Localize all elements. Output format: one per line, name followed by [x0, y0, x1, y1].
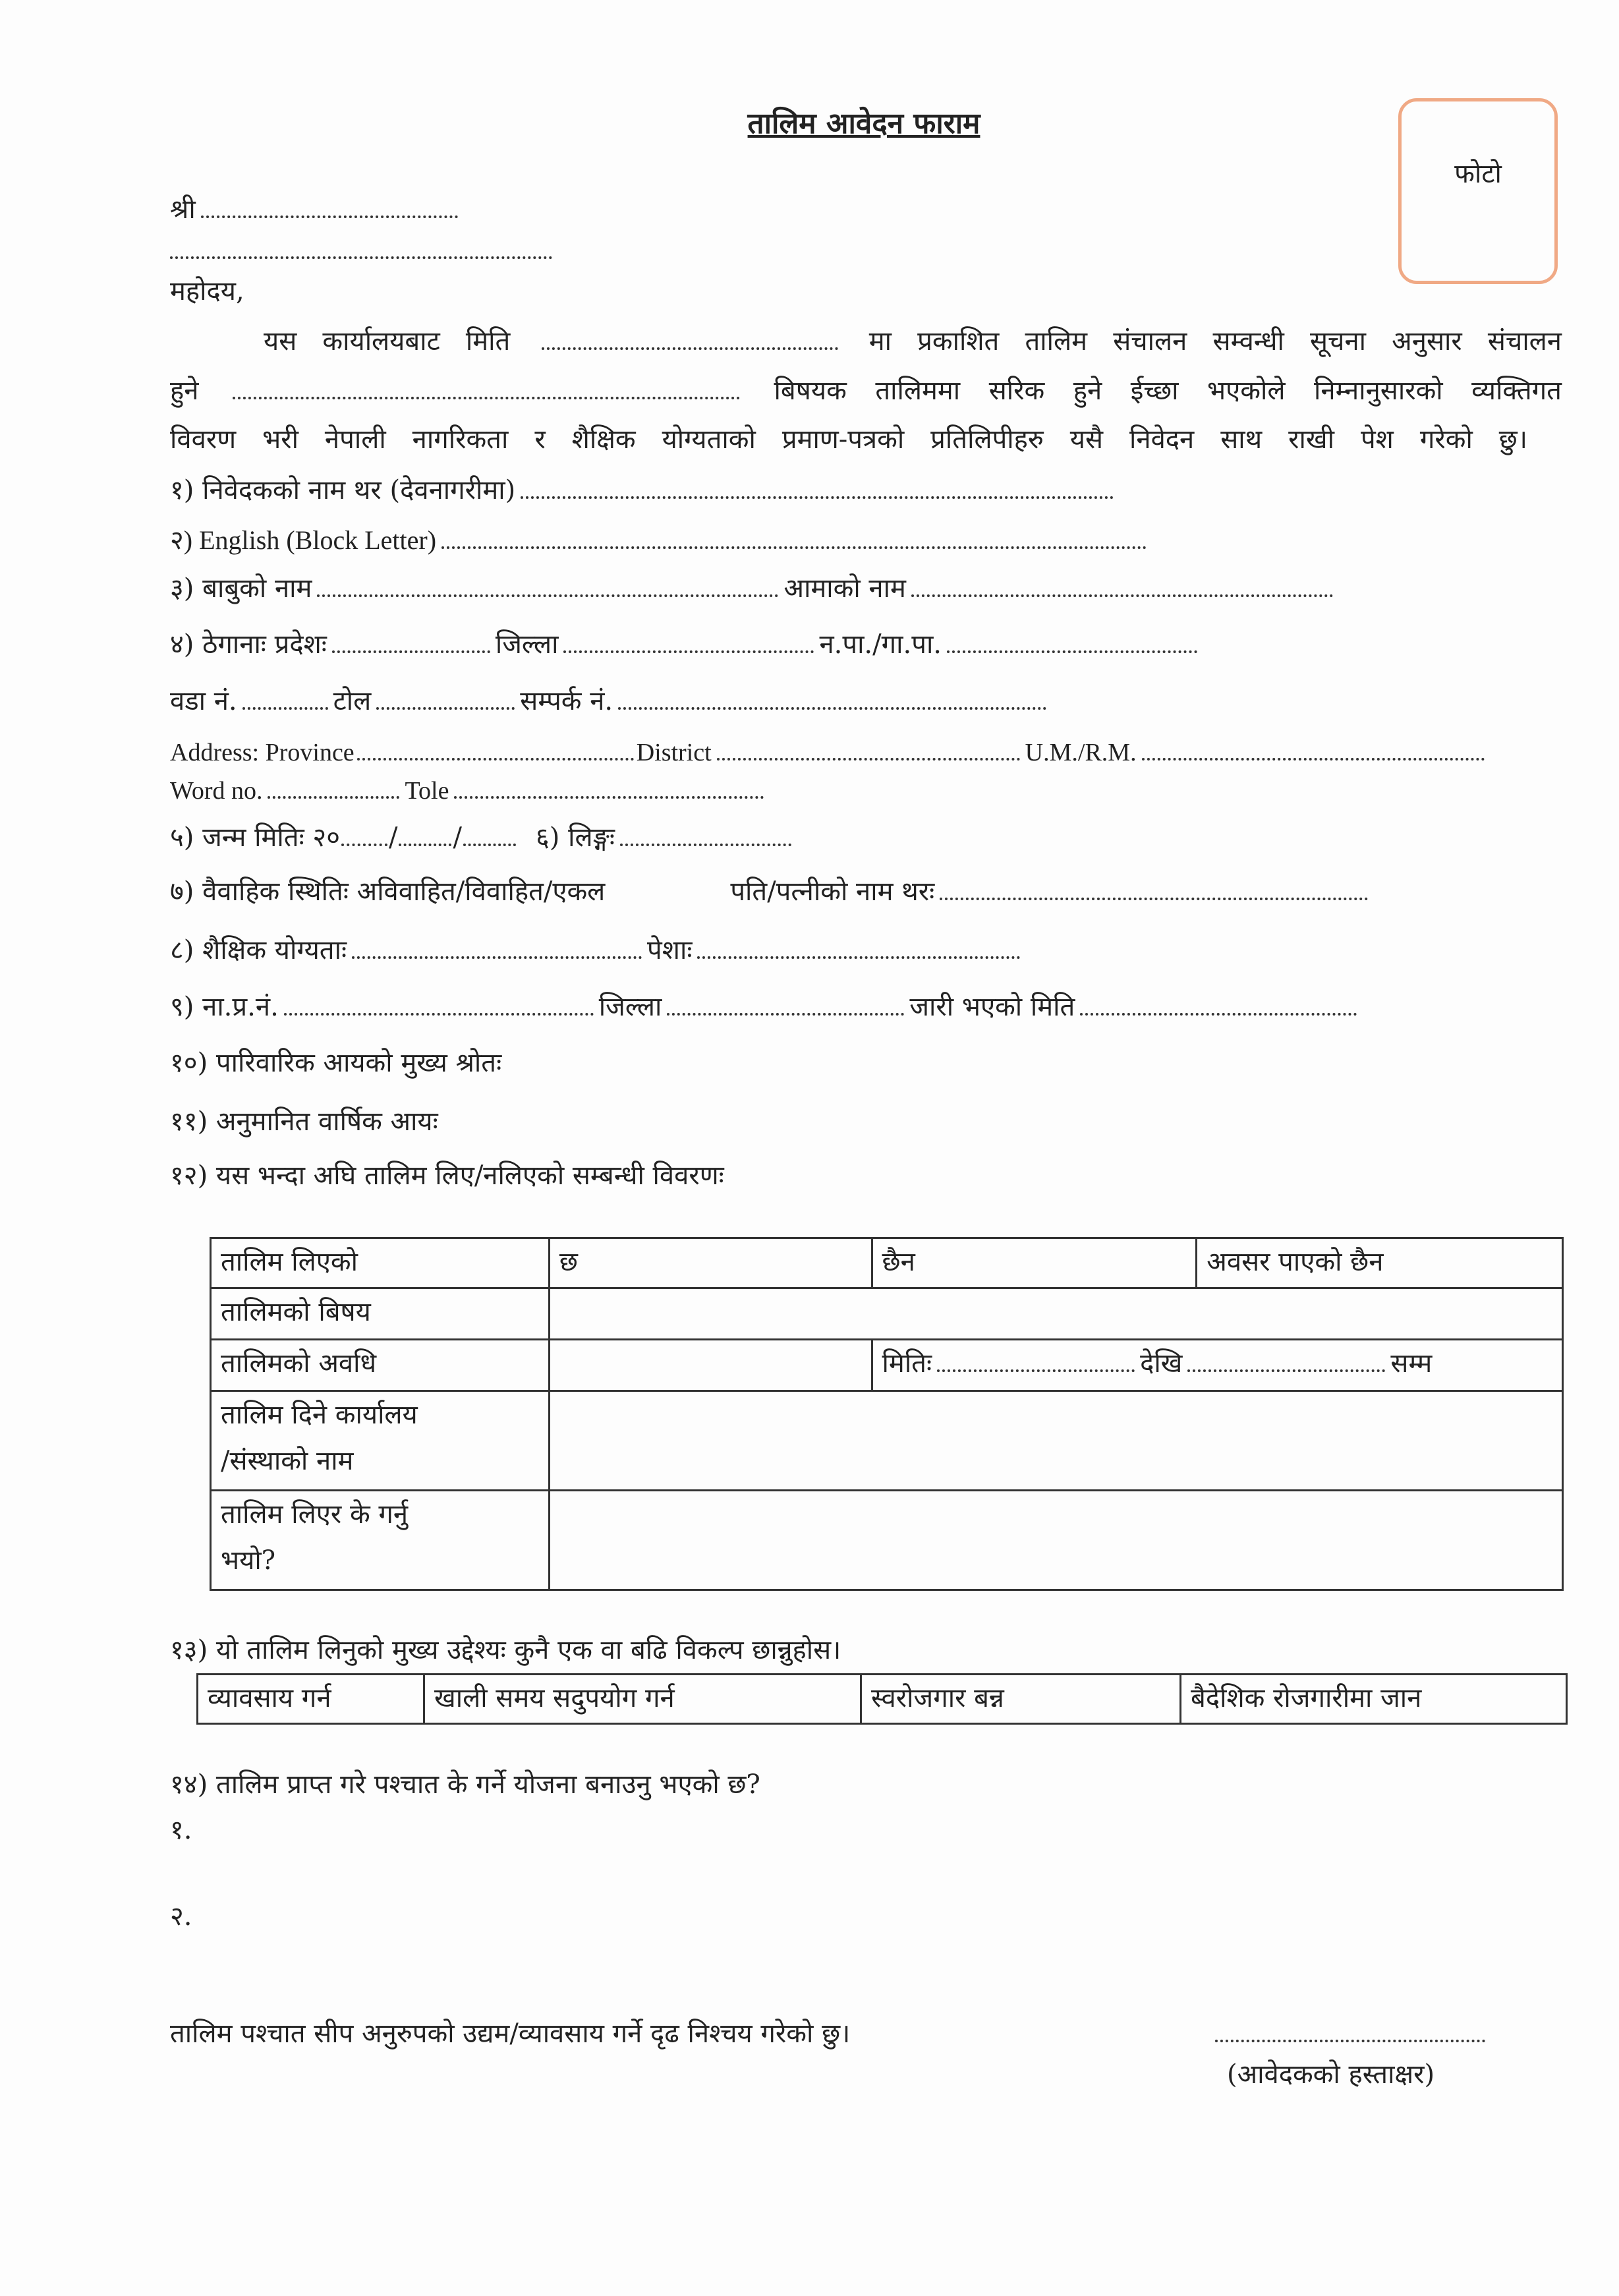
photo-label: फोटो [1454, 159, 1502, 189]
notice-date-field[interactable] [542, 328, 838, 350]
tole-input[interactable] [376, 687, 515, 710]
label: जिल्ला [598, 992, 662, 1022]
field-ward [170, 683, 1052, 720]
label: ९) ना.प्र.नं. [170, 992, 279, 1022]
question-13: १३) यो तालिम लिनुको मुख्य उद्देश्यः कुनै एक वा बढि विकल्प छान्नुहोस। [170, 1635, 841, 1665]
field-citizenship [170, 989, 1362, 1025]
dob-month-input[interactable] [399, 824, 451, 846]
table-row [211, 1340, 1563, 1391]
tole-en-input[interactable] [454, 776, 764, 799]
signature-line[interactable] [1215, 2015, 1485, 2052]
table-row [211, 1288, 1563, 1340]
label: सम्पर्क नं. [520, 686, 613, 716]
table-row [198, 1675, 1567, 1724]
to-date-input[interactable] [1187, 1350, 1385, 1372]
label: तालिम दिने कार्यालय [221, 1400, 418, 1430]
field-ward-en [170, 772, 769, 809]
objective-self-employment[interactable]: स्वरोजगार बन्न [861, 1675, 1181, 1724]
field-name-nepali [170, 472, 1119, 509]
para-text: यस कार्यालयबाट मिति [264, 326, 511, 357]
label: जिल्ला [495, 629, 559, 660]
separator: / [389, 822, 398, 853]
field-address-en [170, 734, 1490, 771]
recipient-name-field[interactable] [201, 196, 458, 218]
recipient-address-field[interactable] [170, 237, 552, 259]
para-text: हुने [170, 376, 199, 406]
label: /संस्थाको नाम [221, 1446, 354, 1476]
shri-label: श्री [170, 194, 196, 225]
recipient-address-line [170, 232, 552, 269]
label: ६) लिङ्गः [535, 822, 615, 853]
ward-input[interactable] [242, 687, 328, 710]
table-row [211, 1238, 1563, 1288]
label: न.पा./गा.पा. [819, 629, 942, 660]
objective-free-time[interactable]: खाली समय सदुपयोग गर्न [424, 1675, 861, 1724]
training-outcome-cell[interactable] [549, 1491, 1562, 1590]
issue-date-input[interactable] [1080, 993, 1357, 1016]
training-subject-field[interactable] [233, 377, 740, 399]
training-history-table [210, 1237, 1564, 1591]
separator: / [453, 822, 462, 853]
row-label: तालिम लिएको [211, 1238, 550, 1288]
label: District [636, 739, 712, 766]
row-label: तालिमको बिषय [211, 1288, 550, 1340]
field-annual-income: ११) अनुमानित वार्षिक आयः [170, 1106, 438, 1137]
spouse-name-input[interactable] [940, 878, 1368, 900]
label: ५) जन्म मितिः २० [170, 822, 340, 853]
row-label [211, 1391, 550, 1491]
province-input[interactable] [332, 631, 490, 653]
greeting: महोदय, [170, 276, 244, 306]
citizenship-no-input[interactable] [284, 993, 594, 1016]
duration-dates-cell[interactable] [872, 1340, 1562, 1391]
label: मितिः [882, 1348, 932, 1379]
occupation-input[interactable] [697, 936, 1020, 959]
issue-district-input[interactable] [667, 993, 904, 1016]
label: ४) ठेगानाः प्रदेशः [170, 629, 327, 660]
district-en-input[interactable] [717, 738, 1020, 761]
label: सम्म [1390, 1348, 1433, 1379]
option-no-opportunity[interactable]: अवसर पाएको छैन [1197, 1238, 1563, 1288]
photo-box[interactable] [1398, 98, 1558, 284]
label: जारी भएको मिति [909, 992, 1075, 1022]
question-14: १४) तालिम प्राप्त गरे पश्चात के गर्ने योजना बनाउनु भएको छ? [170, 1769, 760, 1800]
municipality-input[interactable] [947, 631, 1197, 653]
label: २) English (Block Letter) [170, 525, 437, 555]
field-income-source: १०) पारिवारिक आयको मुख्य श्रोतः [170, 1048, 502, 1078]
label: ८) शैक्षिक योग्यताः [170, 935, 347, 965]
mother-name-input[interactable] [911, 575, 1333, 597]
plan-item-2[interactable]: २. [170, 1901, 192, 1932]
para-line-3: विवरण भरी नेपाली नागरिकता र शैक्षिक योग्यताको प्रमाण-पत्रको प्रतिलिपीहरु यसै निवेदन साथ राखी पेश गरेको छु। [170, 424, 1527, 455]
table-row [211, 1391, 1563, 1491]
label: पति/पत्नीको नाम थरः [730, 876, 935, 907]
para-line-2 [170, 372, 1562, 409]
ward-en-input[interactable] [268, 776, 399, 799]
dob-day-input[interactable] [463, 824, 516, 846]
education-input[interactable] [352, 936, 642, 959]
district-input[interactable] [563, 631, 814, 653]
declaration: तालिम पश्चात सीप अनुरुपको उद्यम/व्यावसाय गर्ने दृढ निश्चय गरेको छु। [170, 2019, 851, 2049]
label: Tole [405, 777, 449, 805]
province-en-input[interactable] [357, 738, 634, 761]
label: पेशाः [647, 935, 693, 965]
objectives-table [196, 1673, 1568, 1725]
field-education [170, 932, 1025, 969]
plan-item-1[interactable]: १. [170, 1815, 192, 1845]
label: U.M./R.M. [1025, 739, 1137, 766]
signature-field[interactable] [1215, 2020, 1485, 2042]
para-text: बिषयक तालिममा सरिक हुने ईच्छा भएकोले निम्नानुसारको व्यक्तिगत [774, 376, 1562, 406]
label: आमाको नाम [783, 573, 906, 604]
option-yes[interactable]: छ [549, 1238, 872, 1288]
name-english-input[interactable] [441, 527, 1147, 549]
field-marital [170, 873, 1373, 910]
para-line-1 [264, 323, 1562, 360]
label: देखि [1140, 1348, 1183, 1379]
institution-cell[interactable] [549, 1391, 1562, 1491]
field-address-np [170, 626, 1203, 663]
label: भयो? [221, 1545, 276, 1576]
label: ७) वैवाहिक स्थितिः अविवाहित/विवाहित/एकल [170, 876, 606, 907]
row-label [211, 1491, 550, 1590]
para-text: मा प्रकाशित तालिम संचालन सम्वन्धी सूचना अनुसार संचालन [868, 326, 1562, 357]
label: Address: Province [170, 739, 355, 766]
form-title: तालिम आवेदन फाराम [747, 107, 980, 140]
field-previous-training: १२) यस भन्दा अघि तालिम लिए/नलिएको सम्बन्धी विवरणः [170, 1161, 724, 1191]
signature-label: (आवेदकको हस्ताक्षर) [1227, 2059, 1435, 2090]
field-dob-gender [170, 819, 797, 856]
label: १) निवेदकको नाम थर (देवनागरीमा) [170, 475, 516, 505]
training-subject-cell[interactable] [549, 1288, 1562, 1340]
name-nepali-input[interactable] [521, 476, 1114, 499]
field-name-english [170, 522, 1152, 559]
row-label: तालिमको अवधि [211, 1340, 550, 1391]
label: तालिम लिएर के गर्नु [221, 1499, 409, 1530]
contact-input[interactable] [618, 687, 1046, 710]
dob-year-input[interactable] [341, 824, 387, 846]
objective-business[interactable]: व्यावसाय गर्न [198, 1675, 424, 1724]
recipient-line [170, 191, 463, 228]
field-parents [170, 570, 1338, 607]
label: Word no. [170, 777, 263, 805]
municipality-en-input[interactable] [1142, 738, 1485, 761]
label: ३) बाबुको नाम [170, 573, 312, 604]
gender-input[interactable] [620, 824, 791, 846]
label: टोल [333, 686, 372, 716]
option-no[interactable]: छैन [872, 1238, 1197, 1288]
duration-cell[interactable] [549, 1340, 872, 1391]
objective-foreign-employment[interactable]: बैदेशिक रोजगारीमा जान [1181, 1675, 1567, 1724]
table-row [211, 1491, 1563, 1590]
from-date-input[interactable] [937, 1350, 1135, 1372]
father-name-input[interactable] [317, 575, 778, 597]
label: वडा नं. [170, 686, 237, 716]
